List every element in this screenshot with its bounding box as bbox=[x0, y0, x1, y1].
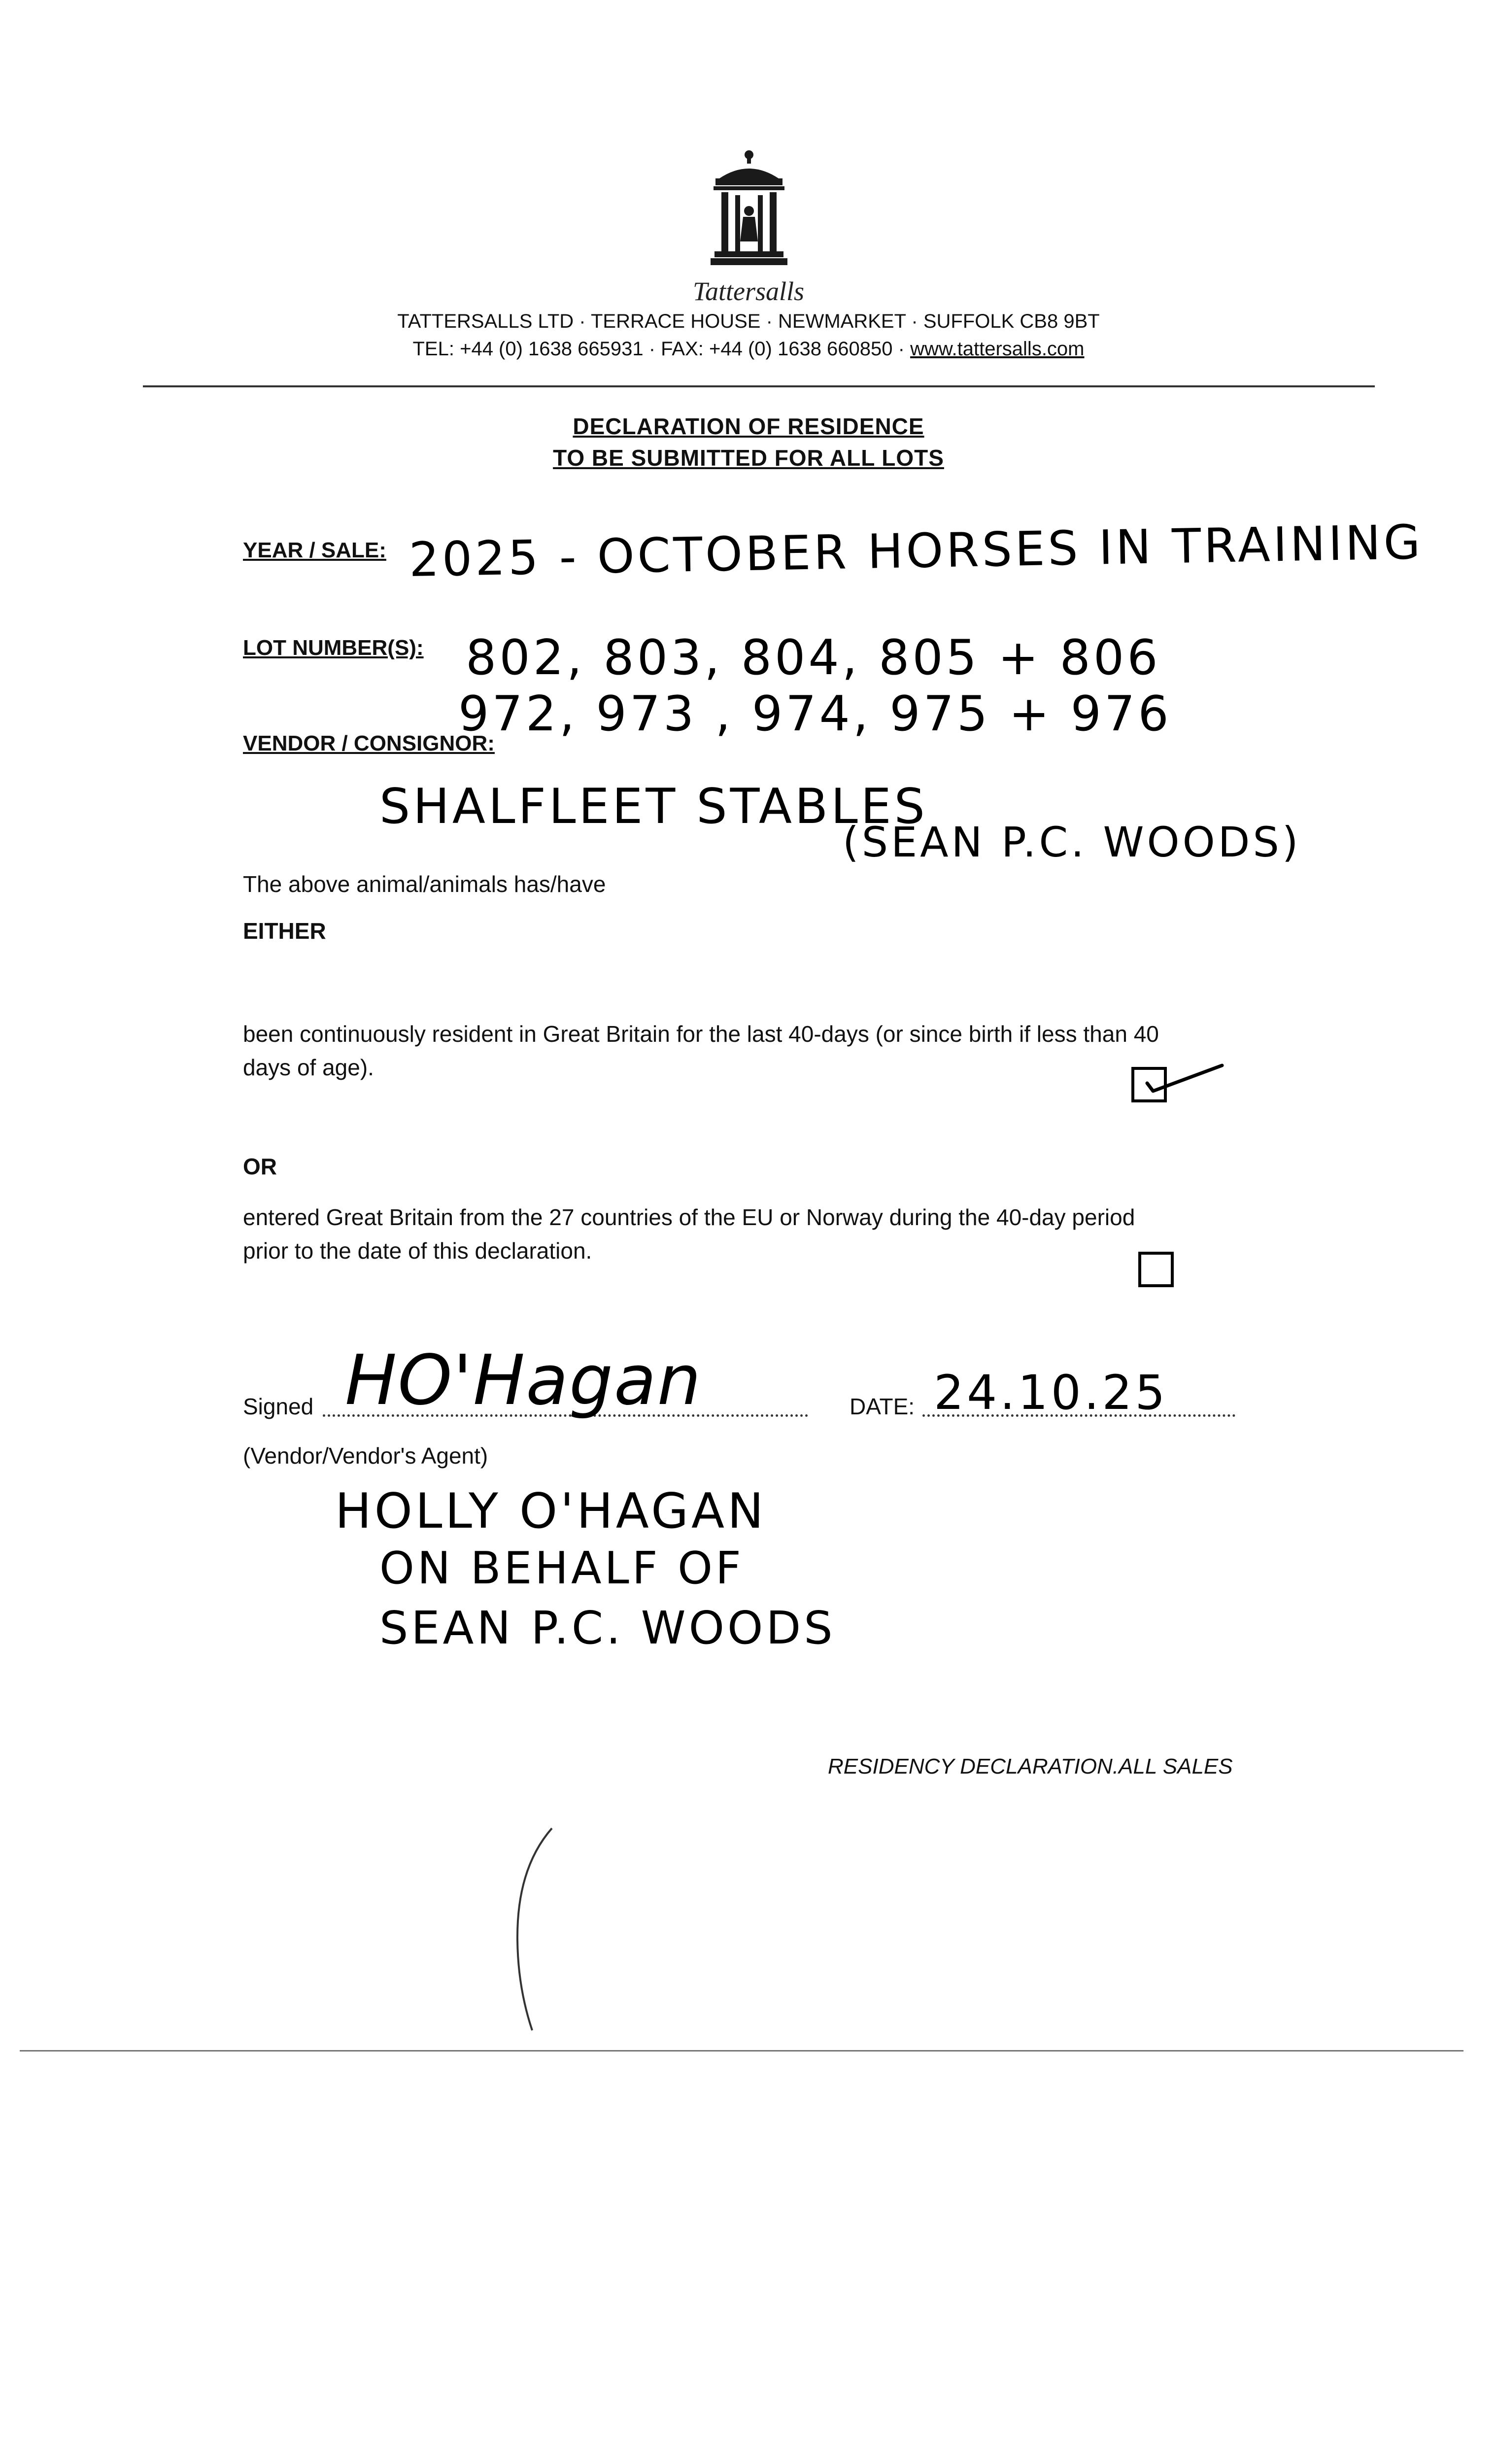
form-reference: RESIDENCY DECLARATION.ALL SALES bbox=[828, 1754, 1233, 1779]
option-2-checkbox[interactable] bbox=[1138, 1252, 1174, 1287]
company-contact-line bbox=[0, 338, 1497, 360]
option-1-line-1: been continuously resident in Great Britain for the last 40-days (or since birth if less than 40 bbox=[243, 1021, 1159, 1047]
company-address: TATTERSALLS LTD · TERRACE HOUSE · NEWMARKET · SUFFOLK CB8 9BT bbox=[397, 310, 1100, 332]
signed-label: Signed bbox=[243, 1394, 314, 1419]
vendor-label: VENDOR / CONSIGNOR: bbox=[243, 731, 495, 755]
option-1-line-2: days of age). bbox=[243, 1055, 374, 1080]
vendor-name-sub: (SEAN P.C. WOODS) bbox=[843, 818, 1301, 866]
agent-label: (Vendor/Vendor's Agent) bbox=[243, 1443, 488, 1469]
year-sale-value: 2025 - OCTOBER HORSES IN TRAINING bbox=[408, 514, 1424, 587]
contact-numbers: TEL: +44 (0) 1638 665931 · FAX: +44 (0) 1638 660850 · bbox=[412, 338, 911, 360]
printed-name: HOLLY O'HAGAN bbox=[335, 1483, 767, 1540]
form-subtitle: TO BE SUBMITTED FOR ALL LOTS bbox=[553, 445, 944, 471]
date-label: DATE: bbox=[850, 1394, 915, 1419]
lot-numbers-label: LOT NUMBER(S): bbox=[243, 636, 424, 660]
brand-name: Tattersalls bbox=[692, 276, 805, 306]
vendor-name: SHALFLEET STABLES bbox=[379, 779, 928, 835]
statement-intro: The above animal/animals has/have bbox=[243, 871, 606, 897]
form-title: DECLARATION OF RESIDENCE bbox=[573, 413, 924, 439]
year-sale-label: YEAR / SALE: bbox=[243, 538, 386, 562]
tattersalls-cupola-logo-icon bbox=[700, 148, 798, 281]
checkmark-icon bbox=[1133, 1060, 1232, 1109]
date-value: 24.10.25 bbox=[934, 1365, 1168, 1420]
website-link[interactable]: www.tattersalls.com bbox=[910, 338, 1085, 360]
page-bottom-line bbox=[20, 2050, 1463, 2052]
header-divider bbox=[143, 385, 1375, 387]
option-2-line-2: prior to the date of this declaration. bbox=[243, 1238, 592, 1264]
pen-stroke-mark bbox=[498, 1823, 577, 2050]
lot-numbers-line-2: 972, 973 , 974, 975 + 976 bbox=[458, 686, 1172, 742]
option-2-line-1: entered Great Britain from the 27 countries of the EU or Norway during the 40-day period bbox=[243, 1204, 1135, 1230]
either-heading: EITHER bbox=[243, 918, 326, 944]
on-behalf-of: ON BEHALF OF bbox=[379, 1542, 744, 1594]
principal-name: SEAN P.C. WOODS bbox=[379, 1602, 836, 1654]
or-heading: OR bbox=[243, 1154, 277, 1179]
signature: HO'Hagan bbox=[345, 1340, 702, 1421]
lot-numbers-line-1: 802, 803, 804, 805 + 806 bbox=[466, 630, 1161, 686]
